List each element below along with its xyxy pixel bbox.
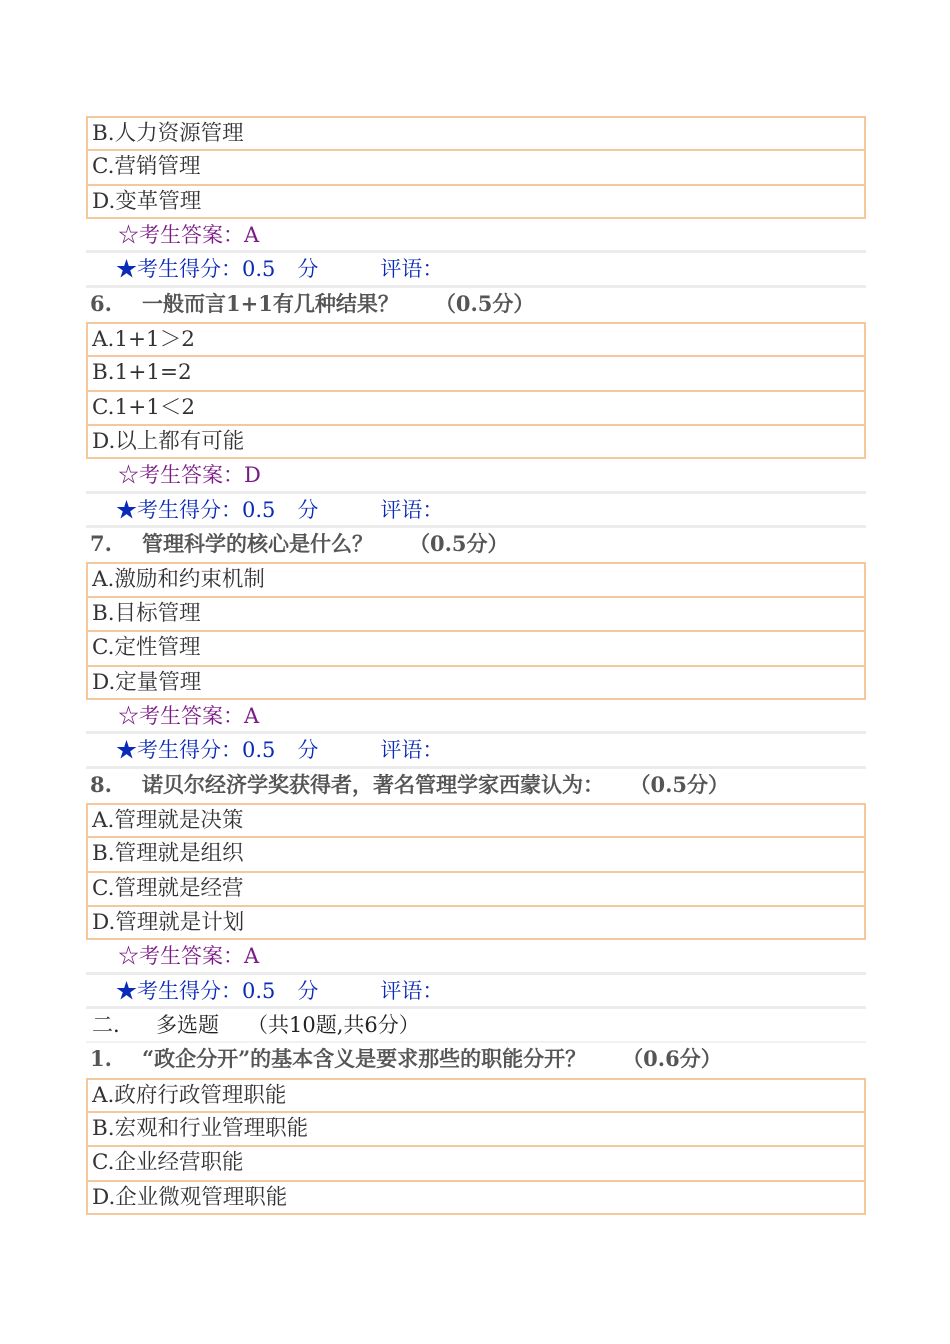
q7-score-unit: 分 — [297, 738, 319, 763]
q7-option-b: B.目标管理 — [86, 597, 866, 631]
q6-score — [86, 494, 866, 528]
q5-answer: ☆考生答案：A — [86, 219, 866, 253]
q8-option-d: D.管理就是计划 — [86, 906, 866, 940]
exam-document — [86, 116, 866, 1215]
m1-option-b: B.宏观和行业管理职能 — [86, 1112, 866, 1146]
q7-number: 7. — [90, 531, 112, 557]
q5-option-c: C.营销管理 — [86, 150, 866, 184]
q8-score — [86, 975, 866, 1009]
m1-title — [86, 1043, 866, 1077]
q8-comment-label: 评语： — [380, 978, 444, 1003]
q6-option-d: D.以上都有可能 — [86, 425, 866, 459]
m1-points: （0.6分） — [622, 1046, 722, 1072]
m1-option-d: D.企业微观管理职能 — [86, 1181, 866, 1215]
section-2-number: 二. — [92, 1012, 120, 1037]
q8-title — [86, 769, 866, 803]
q5-option-d: D.变革管理 — [86, 185, 866, 219]
q6-option-a: A.1+1＞2 — [86, 322, 866, 356]
q6-score-label: ★考生得分：0.5 — [116, 497, 276, 522]
q5-score — [86, 253, 866, 287]
q8-text: 诺贝尔经济学奖获得者，著名管理学家西蒙认为： — [142, 771, 604, 797]
m1-number: 1. — [90, 1046, 112, 1072]
q7-option-d: D.定量管理 — [86, 666, 866, 700]
section-2-title: 多选题 — [156, 1012, 219, 1037]
q8-score-unit: 分 — [297, 978, 319, 1003]
q5-score-unit: 分 — [297, 257, 319, 282]
m1-text: “政企分开”的基本含义是要求那些的职能分开？ — [142, 1046, 587, 1072]
m1-option-a: A.政府行政管理职能 — [86, 1078, 866, 1112]
q8-number: 8. — [90, 771, 112, 797]
q6-points: （0.5分） — [434, 290, 535, 316]
q7-text: 管理科学的核心是什么？ — [142, 531, 373, 557]
q6-score-unit: 分 — [297, 497, 319, 522]
q7-title — [86, 528, 866, 562]
q6-option-b: B.1+1=2 — [86, 356, 866, 390]
q8-points: （0.5分） — [640, 771, 730, 797]
q8-option-b: B.管理就是组织 — [86, 837, 866, 871]
q5-comment-label: 评语： — [380, 257, 444, 282]
q7-points: （0.5分） — [409, 531, 509, 557]
q6-title — [86, 288, 866, 322]
m1-option-c: C.企业经营职能 — [86, 1146, 866, 1180]
q5-score-label: ★考生得分：0.5 — [116, 257, 276, 282]
q7-answer: ☆考生答案：A — [86, 700, 866, 734]
q8-answer: ☆考生答案：A — [86, 940, 866, 974]
q6-number: 6. — [90, 290, 112, 316]
q7-score — [86, 734, 866, 768]
section-2-header — [86, 1009, 866, 1043]
q7-score-label: ★考生得分：0.5 — [116, 738, 276, 763]
q8-option-c: C.管理就是经营 — [86, 872, 866, 906]
q5-option-b: B.人力资源管理 — [86, 116, 866, 150]
q7-option-c: C.定性管理 — [86, 631, 866, 665]
q6-answer: ☆考生答案：D — [86, 459, 866, 493]
q6-option-c: C.1+1＜2 — [86, 391, 866, 425]
q6-text: 一般而言1+1有几种结果？ — [142, 290, 399, 316]
q8-score-label: ★考生得分：0.5 — [116, 978, 276, 1003]
q6-comment-label: 评语： — [380, 497, 444, 522]
q8-option-a: A.管理就是决策 — [86, 803, 866, 837]
section-2-info: （共10题,共6分） — [247, 1012, 420, 1037]
q7-comment-label: 评语： — [380, 738, 444, 763]
q7-option-a: A.激励和约束机制 — [86, 562, 866, 596]
